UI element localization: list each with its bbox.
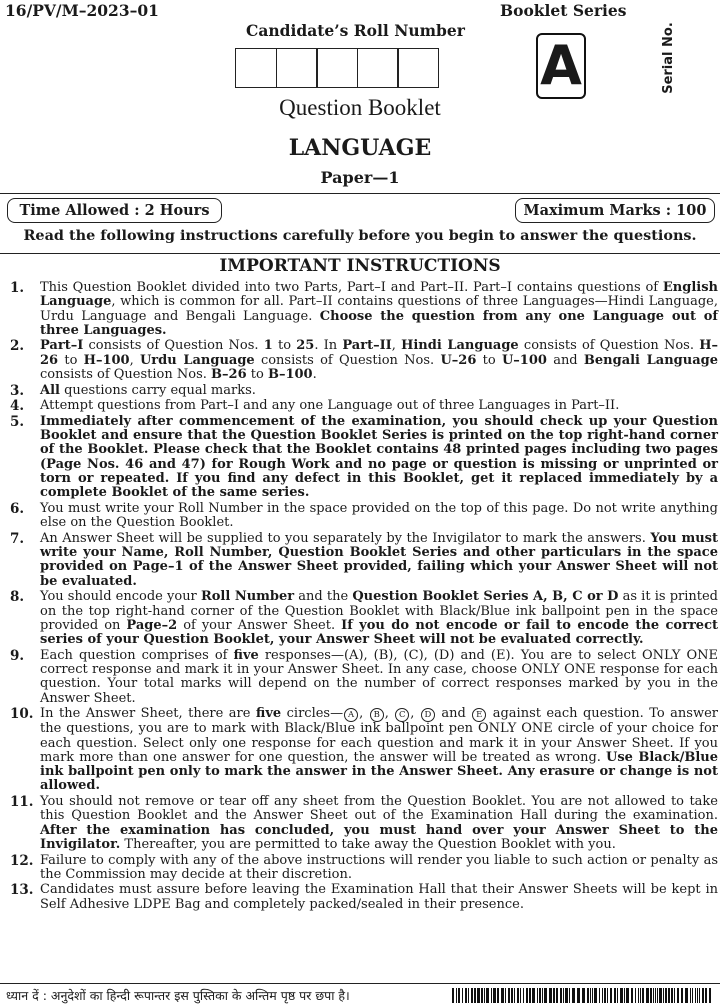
- barcode-bar: [653, 988, 654, 1003]
- instruction-text-run: ,: [384, 706, 395, 722]
- instruction-text-run: consists of Question Nos.: [83, 338, 264, 354]
- instruction-text-run: This Question Booklet divided into two Parts, Part–I and Part–II. Part–I contains questions of: [40, 280, 663, 295]
- instruction-text-run: responses—(A), (B), (C), (D) and (E). You are to select ONLY ONE correct response and mark it in your Answer Sheet. In any case, choose ONLY ONE response for each question. Your total marks will depend on the number of correct responses marked by you in the Answer Sheet.: [40, 647, 718, 706]
- barcode-bar: [577, 988, 580, 1003]
- barcode-bar: [553, 988, 555, 1003]
- instruction-number: 10.: [10, 706, 34, 723]
- barcode-bar: [560, 988, 562, 1003]
- time-allowed-box: Time Allowed : 2 Hours: [7, 198, 222, 223]
- option-circle: D: [421, 708, 435, 722]
- instruction-item: [6, 883, 718, 912]
- instruction-number: 3.: [10, 382, 25, 399]
- instruction-text-run: of your Answer Sheet.: [177, 617, 342, 633]
- barcode-bar: [646, 988, 649, 1003]
- instruction-bold-text: English Language: [40, 280, 718, 310]
- barcode-bar: [493, 988, 496, 1003]
- instruction-number: 1.: [10, 280, 25, 296]
- barcode-bar: [474, 988, 476, 1003]
- barcode-bar: [456, 988, 457, 1003]
- instruction-text-run: consists of Question Nos.: [40, 367, 212, 383]
- instruction-number: 12.: [10, 852, 34, 869]
- instruction-number: 8.: [10, 589, 25, 606]
- serial-number-label: Serial No.: [661, 22, 676, 94]
- barcode-bar: [659, 988, 662, 1003]
- barcode-bar: [501, 988, 504, 1003]
- barcode-bar: [638, 988, 639, 1003]
- instruction-bold-text: If you do not encode or fail to encode the correct series of your Question Booklet, your Answer Sheet will not be evaluated correctly.: [40, 617, 718, 648]
- instruction-bold-text: B–100: [267, 367, 313, 383]
- barcode-bar: [565, 988, 568, 1003]
- instruction-text-run: Each question comprises of: [40, 647, 234, 663]
- instruction-bold-text: Choose the question from any one Language out of three Languages.: [40, 308, 718, 338]
- roll-number-label: Candidate’s Roll Number: [246, 21, 465, 40]
- barcode-bar: [486, 988, 489, 1003]
- barcode-bar: [539, 988, 541, 1003]
- barcode-bar: [549, 988, 552, 1003]
- instruction-text-run: consists of Question Nos.: [518, 338, 700, 354]
- barcode-bar: [529, 988, 531, 1003]
- instruction-bold-text: 25: [296, 338, 315, 354]
- barcode-bar: [655, 988, 656, 1003]
- booklet-code: 16/PV/M–2023–01: [5, 1, 159, 20]
- instruction-item: [6, 415, 718, 501]
- instruction-item: [6, 795, 718, 852]
- instruction-text: [40, 502, 718, 531]
- instruction-item: [6, 590, 718, 647]
- barcode-bar: [685, 988, 688, 1003]
- barcode-bar: [511, 988, 513, 1003]
- instruction-bold-text: Part–I: [40, 338, 84, 354]
- instruction-text-run: . In: [314, 338, 343, 354]
- barcode-bar: [602, 988, 603, 1003]
- barcode-bar: [587, 988, 589, 1003]
- roll-number-box[interactable]: [357, 48, 399, 88]
- instruction-bold-text: After the examination has concluded, you must hand over your Answer Sheet to the Invigilator.: [40, 822, 718, 852]
- instruction-bold-text: Immediately after commencement of the examination, you should check up your Question Booklet and ensure that the Question Booklet Series is printed on the top right-hand corner of the Booklet. Please check that the Booklet contains 48 printed pages including two pages (Page Nos. 46 and 47) for Rough Work and no page or question is missing or unprinted or torn or repeated. If you find any defect in this Booklet, get it replaced immediately by a complete Booklet of the same series.: [40, 413, 718, 501]
- instruction-bold-text: All: [40, 382, 60, 398]
- barcode-bar: [677, 988, 679, 1003]
- instructions-list: [6, 281, 718, 913]
- instruction-bold-text: H–26: [40, 338, 718, 368]
- roll-number-box[interactable]: [397, 48, 439, 88]
- barcode-bar: [594, 988, 597, 1003]
- question-booklet-title: Question Booklet: [279, 95, 441, 120]
- instruction-bold-text: 1: [263, 338, 273, 354]
- barcode-bar: [642, 988, 644, 1003]
- instruction-number: 11.: [10, 794, 34, 811]
- instruction-text-run: , which is common for all. Part–II contains questions of three Languages—Hindi Language, Urdu Language and Bengali Language.: [40, 294, 718, 324]
- instruction-text-run: Thereafter, you are permitted to take away the Question Booklet with you.: [120, 836, 616, 852]
- instruction-bold-text: Question Booklet Series A, B, C or D: [352, 589, 619, 605]
- barcode-bar: [604, 988, 606, 1003]
- barcode-bar: [484, 988, 485, 1003]
- instructions-heading-block: [0, 253, 720, 277]
- barcode-bar: [477, 988, 480, 1003]
- instruction-item: [6, 384, 718, 398]
- instruction-bold-text: Page–2: [126, 617, 178, 633]
- booklet-series-box: [536, 33, 586, 99]
- barcode-bar: [631, 988, 633, 1003]
- instruction-bold-text: five: [255, 706, 282, 722]
- barcode-bar: [620, 988, 623, 1003]
- instruction-number: 4.: [10, 398, 25, 415]
- barcode-bar: [668, 988, 670, 1003]
- barcode-bar: [592, 988, 593, 1003]
- barcode-bar: [624, 988, 625, 1003]
- barcode-bar: [582, 988, 585, 1003]
- instruction-bold-text: B–26: [211, 367, 247, 383]
- instructions-heading: IMPORTANT INSTRUCTIONS: [219, 256, 501, 276]
- instruction-text: [40, 649, 718, 706]
- barcode-bar: [532, 988, 535, 1003]
- instruction-text: [40, 707, 718, 793]
- instruction-text-run: as it is printed on the top right-hand corner of the Question Booklet with Black/Blue ink ballpoint pen in the space provided on: [40, 589, 718, 633]
- instruction-number: 7.: [10, 530, 25, 547]
- roll-number-box[interactable]: [316, 48, 358, 88]
- roll-number-boxes[interactable]: [235, 48, 445, 88]
- instruction-number: 2.: [10, 338, 25, 355]
- instruction-bold-text: You must write your Name, Roll Number, Question Booklet Series and other particulars in the space provided on Page–1 of the Answer Sheet provided, failing which your Answer Sheet will not be evaluated.: [40, 530, 718, 589]
- barcode-bar: [607, 988, 608, 1003]
- read-instructions-note: Read the following instructions carefully before you begin to answer the questions.: [23, 227, 697, 244]
- instruction-text-run: You should encode your: [40, 589, 201, 605]
- instruction-number: 13.: [10, 882, 34, 899]
- barcode-bar: [614, 988, 616, 1003]
- barcode-bar: [692, 988, 693, 1003]
- barcode-bar: [690, 988, 691, 1003]
- instruction-text-run: to: [246, 367, 268, 383]
- barcode-bar: [520, 988, 521, 1003]
- instruction-number: 6.: [10, 500, 25, 517]
- instruction-bold-text: H–100: [83, 352, 130, 368]
- barcode-bar: [617, 988, 618, 1003]
- instruction-item: [6, 532, 718, 589]
- instruction-text-run: against each question. To answer the questions, you are to mark with Black/Blue ink ballpoint pen ONLY ONE circle of your choice for each question. Select only one response for each question and mark it in your Answer Sheet. If you mark more than one answer for one question, the answer will be treated as wrong.: [40, 706, 718, 765]
- barcode-bar: [699, 988, 700, 1003]
- instruction-text-run: and: [435, 706, 472, 722]
- instruction-text-run: You must write your Roll Number in the space provided on the top of this page. Do not write anything else on the Question Booklet.: [40, 500, 718, 531]
- barcode-bar: [491, 988, 492, 1003]
- barcode-bar: [640, 988, 641, 1003]
- instruction-text-run: to: [476, 352, 502, 368]
- instruction-text-run: to: [272, 338, 297, 354]
- barcode-bar: [695, 988, 696, 1003]
- barcode-bar: [471, 988, 473, 1003]
- barcode-bar: [497, 988, 499, 1003]
- instruction-bold-text: U–26: [440, 352, 477, 368]
- subject-title: LANGUAGE: [288, 135, 432, 161]
- barcode-bar: [563, 988, 564, 1003]
- barcode: [452, 988, 714, 1003]
- instruction-text: [40, 399, 718, 413]
- option-circle: B: [370, 708, 384, 722]
- instruction-item: [6, 707, 718, 793]
- barcode-bar: [650, 988, 652, 1003]
- roll-number-box[interactable]: [276, 48, 318, 88]
- instruction-text-run: In the Answer Sheet, there are: [40, 706, 256, 722]
- barcode-bar: [465, 988, 467, 1003]
- instruction-text: [40, 883, 718, 912]
- barcode-bar: [599, 988, 600, 1003]
- barcode-bar: [705, 988, 707, 1003]
- instruction-item: [6, 339, 718, 382]
- instruction-text-run: ,: [129, 352, 140, 368]
- instruction-text-run: and the: [294, 589, 353, 605]
- instruction-text-run: questions carry equal marks.: [59, 382, 256, 398]
- barcode-bar: [544, 988, 547, 1003]
- barcode-bar: [610, 988, 612, 1003]
- instructions-divider: [0, 253, 720, 254]
- instruction-item: [6, 281, 718, 338]
- option-circle: E: [472, 708, 486, 722]
- instruction-text-run: Failure to comply with any of the above instructions will render you liable to such action or penalty as the Commission may decide at their discretion.: [40, 852, 718, 882]
- instruction-text-run: ,: [410, 706, 420, 722]
- barcode-bar: [468, 988, 469, 1003]
- instruction-text: [40, 339, 718, 382]
- instruction-text-run: ,: [359, 706, 369, 722]
- barcode-bar: [452, 988, 454, 1003]
- instruction-bold-text: U–100: [501, 352, 547, 368]
- maximum-marks-box: Maximum Marks : 100: [515, 198, 715, 223]
- instruction-text-run: You should not remove or tear off any sheet from the Question Booklet. You are not allowed to take this Question Booklet and the Answer Sheet out of the Examination Hall during the examination.: [40, 794, 718, 824]
- instruction-text-run: Candidates must assure before leaving the Examination Hall that their Answer Sheets will be kept in Self Adhesive LDPE Bag and completely packed/sealed in their presence.: [40, 882, 718, 912]
- barcode-bar: [537, 988, 538, 1003]
- barcode-bar: [569, 988, 570, 1003]
- instruction-text-run: ,: [391, 338, 402, 354]
- instruction-item: [6, 502, 718, 531]
- instruction-bold-text: five: [233, 647, 259, 663]
- barcode-bar: [556, 988, 558, 1003]
- instruction-text: [40, 795, 718, 852]
- instruction-number: 9.: [10, 647, 25, 664]
- instruction-text-run: consists of Question Nos.: [254, 352, 441, 368]
- barcode-bar: [542, 988, 543, 1003]
- instruction-number: 5.: [10, 413, 25, 430]
- booklet-series-label: Booklet Series: [500, 1, 627, 20]
- header-divider: [0, 193, 720, 194]
- barcode-bar: [505, 988, 506, 1003]
- barcode-bar: [590, 988, 591, 1003]
- paper-title: Paper—1: [320, 168, 400, 187]
- instruction-bold-text: Part–II: [342, 338, 392, 354]
- barcode-bar: [517, 988, 519, 1003]
- barcode-bar: [514, 988, 515, 1003]
- instruction-text-run: circles—: [281, 706, 344, 722]
- barcode-bar: [508, 988, 510, 1003]
- instruction-text-run: .: [312, 367, 317, 383]
- roll-number-box[interactable]: [235, 48, 277, 88]
- footer-divider: [0, 983, 720, 984]
- barcode-bar: [462, 988, 463, 1003]
- barcode-bar: [702, 988, 704, 1003]
- instruction-text: [40, 854, 718, 883]
- instruction-text-run: to: [58, 352, 84, 368]
- instruction-text: [40, 384, 718, 398]
- instruction-bold-text: Roll Number: [200, 589, 295, 605]
- barcode-bar: [681, 988, 683, 1003]
- barcode-bar: [526, 988, 528, 1003]
- barcode-bar: [626, 988, 629, 1003]
- instruction-item: [6, 399, 718, 413]
- instruction-text-run: Attempt questions from Part–I and any one Language out of three Languages in Part–II.: [40, 398, 620, 414]
- barcode-bar: [458, 988, 460, 1003]
- barcode-bar: [481, 988, 483, 1003]
- instruction-text: [40, 590, 718, 647]
- booklet-series-letter: A: [540, 34, 582, 97]
- instruction-bold-text: Hindi Language: [401, 338, 519, 354]
- barcode-bar: [665, 988, 667, 1003]
- barcode-bar: [635, 988, 636, 1003]
- instruction-item: [6, 854, 718, 883]
- barcode-bar: [671, 988, 673, 1003]
- instruction-text: [40, 415, 718, 501]
- barcode-bar: [523, 988, 524, 1003]
- barcode-bar: [697, 988, 698, 1003]
- instruction-bold-text: Urdu Language: [139, 352, 255, 368]
- instruction-text: [40, 532, 718, 589]
- instruction-bold-text: Bengali Language: [583, 352, 718, 368]
- instruction-text: [40, 281, 718, 338]
- instruction-item: [6, 649, 718, 706]
- barcode-bar: [709, 988, 711, 1003]
- instruction-text-run: and: [546, 352, 584, 368]
- option-circle: C: [395, 708, 409, 722]
- instruction-text-run: An Answer Sheet will be supplied to you separately by the Invigilator to mark the answers.: [40, 530, 651, 546]
- barcode-bar: [674, 988, 675, 1003]
- hindi-note: ध्यान दें : अनुदेशों का हिन्दी रूपान्तर इस पुस्तिका के अन्तिम पृष्ठ पर छपा है।: [6, 988, 350, 1003]
- barcode-bar: [657, 988, 658, 1003]
- barcode-bar: [663, 988, 664, 1003]
- instruction-bold-text: Use Black/Blue ink ballpoint pen only to mark the answer in the Answer Sheet. Any erasure or change is not allowed.: [40, 749, 719, 794]
- barcode-bar: [572, 988, 575, 1003]
- option-circle: A: [344, 708, 358, 722]
